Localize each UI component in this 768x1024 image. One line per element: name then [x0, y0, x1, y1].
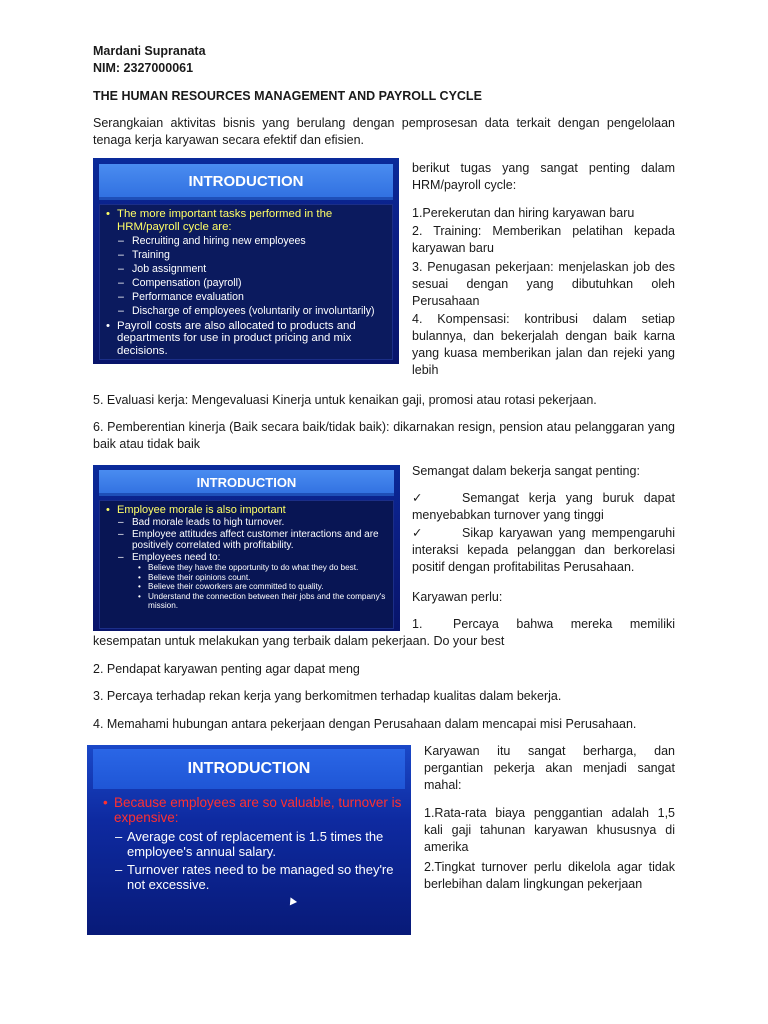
slide-subbullet: – Training [104, 248, 388, 262]
slide-title: INTRODUCTION [99, 164, 393, 200]
slide-subbullet: – Turnover rates need to be managed so they're not excessive. [101, 862, 403, 892]
task-item-5: 5. Evaluasi kerja: Mengevaluasi Kinerja untuk kenaikan gaji, promosi atau rotasi pekerjaan. [93, 393, 597, 407]
slide-body [101, 795, 403, 892]
intro-paragraph: Serangkaian aktivitas bisnis yang berulang dengan pemprosesan data terkait dengan pengelolaan tenaga kerja karyawan secara efektif dan efisien. [93, 116, 675, 147]
checkmark-icon: ✓ [412, 491, 423, 505]
need-item-2: 2. Pendapat karyawan penting agar dapat meng [93, 662, 360, 676]
cursor-icon [287, 896, 297, 906]
slide-body [99, 500, 394, 629]
slide-subbullet: – Discharge of employees (voluntarily or involuntarily) [104, 304, 388, 318]
slide-subbullet: – Bad morale leads to high turnover. [104, 517, 389, 529]
morale-check-1 [412, 490, 675, 524]
morale-check-2 [412, 525, 675, 576]
task-item-6: 6. Pemberentian kinerja (Baik secara baik/tidak baik): dikarnakan resign, pension atau pelanggaran yang baik atau tidak baik [93, 420, 675, 451]
need-item-1 [93, 616, 675, 650]
slide-subbullet: – Employee attitudes affect customer interactions and are positively correlated with profitability. [104, 529, 389, 552]
slide-bullet: • The more important tasks performed in the HRM/payroll cycle are: [104, 208, 388, 234]
needs-label: Karyawan perlu: [412, 590, 503, 604]
slide-subsubbullet: • Believe their opinions count. [104, 573, 389, 583]
slide-title: INTRODUCTION [99, 470, 394, 496]
slide-bullet: • Employee morale is also important [104, 504, 389, 517]
task-item-2: 2. Training: Memberikan pelatihan kepada karyawan baru [412, 224, 675, 255]
tasks-lead: berikut tugas yang sangat penting dalam HRM/payroll cycle: [412, 161, 675, 192]
task-item-4: 4. Kompensasi: kontribusi dalam setiap bulannya, dan bekerjalah dengan baik karna yang kuasa memberikan jalan dan rejeki yang lebih [412, 312, 675, 377]
slide-subbullet: – Average cost of replacement is 1.5 times the employee's annual salary. [101, 829, 403, 859]
slide-subbullet: – Job assignment [104, 262, 388, 276]
need-item-1-line2: kesempatan untuk melakukan yang terbaik dalam pekerjaan. Do your best [93, 634, 505, 648]
check-text: Sikap karyawan yang mempengaruhi interaksi kepada pelanggan dan berkorelasi positif dengan profitabilitas Perusahaan. [412, 526, 675, 574]
slide-employee-morale [93, 465, 400, 631]
slide-subbullet: – Compensation (payroll) [104, 276, 388, 290]
slide-body [99, 204, 393, 360]
slide-subbullet: – Recruiting and hiring new employees [104, 234, 388, 248]
need-item-4: 4. Memahami hubungan antara pekerjaan dengan Perusahaan dalam mencapai misi Perusahaan. [93, 717, 637, 731]
slide-subbullet: – Performance evaluation [104, 290, 388, 304]
slide-turnover-cost [87, 745, 411, 935]
morale-lead: Semangat dalam bekerja sangat penting: [412, 464, 640, 478]
author-name: Mardani Supranata [93, 44, 206, 58]
need-item-3: 3. Percaya terhadap rekan kerja yang berkomitmen terhadap kualitas dalam bekerja. [93, 689, 562, 703]
slide-bullet: • Because employees are so valuable, turnover is expensive: [101, 795, 403, 825]
slide-subsubbullet: • Believe their coworkers are committed to quality. [104, 582, 389, 592]
slide-bullet: • Payroll costs are also allocated to products and departments for use in product pricing and mix decisions. [104, 320, 388, 358]
slide-subbullet: – Employees need to: [104, 552, 389, 564]
turnover-lead: Karyawan itu sangat berharga, dan pergantian pekerja akan menjadi sangat mahal: [424, 744, 675, 792]
need-item-1-line1: 1. Percaya bahwa mereka memiliki [412, 617, 675, 631]
slide-title: INTRODUCTION [93, 749, 405, 789]
slide-subsubbullet: • Believe they have the opportunity to do what they do best. [104, 563, 389, 573]
turnover-item-1: 1.Rata-rata biaya penggantian adalah 1,5 kali gaji tahunan karyawan khususnya di amerika [424, 806, 675, 854]
page-title: THE HUMAN RESOURCES MANAGEMENT AND PAYROLL CYCLE [93, 89, 482, 103]
turnover-item-2: 2.Tingkat turnover perlu dikelola agar tidak berlebihan dalam lingkungan pekerjaan [424, 860, 675, 891]
check-text: Semangat kerja yang buruk dapat menyebabkan turnover yang tinggi [412, 491, 675, 522]
student-id: NIM: 2327000061 [93, 61, 194, 75]
checkmark-icon: ✓ [412, 526, 423, 540]
slide-hrm-tasks [93, 158, 399, 364]
task-item-3: 3. Penugasan pekerjaan: menjelaskan job des sesuai dengan yang dibutuhkan oleh Perusahaan [412, 260, 675, 308]
task-item-1: 1.Perekerutan dan hiring karyawan baru [412, 206, 635, 220]
slide-subsubbullet: • Understand the connection between their jobs and the company's mission. [104, 592, 389, 611]
